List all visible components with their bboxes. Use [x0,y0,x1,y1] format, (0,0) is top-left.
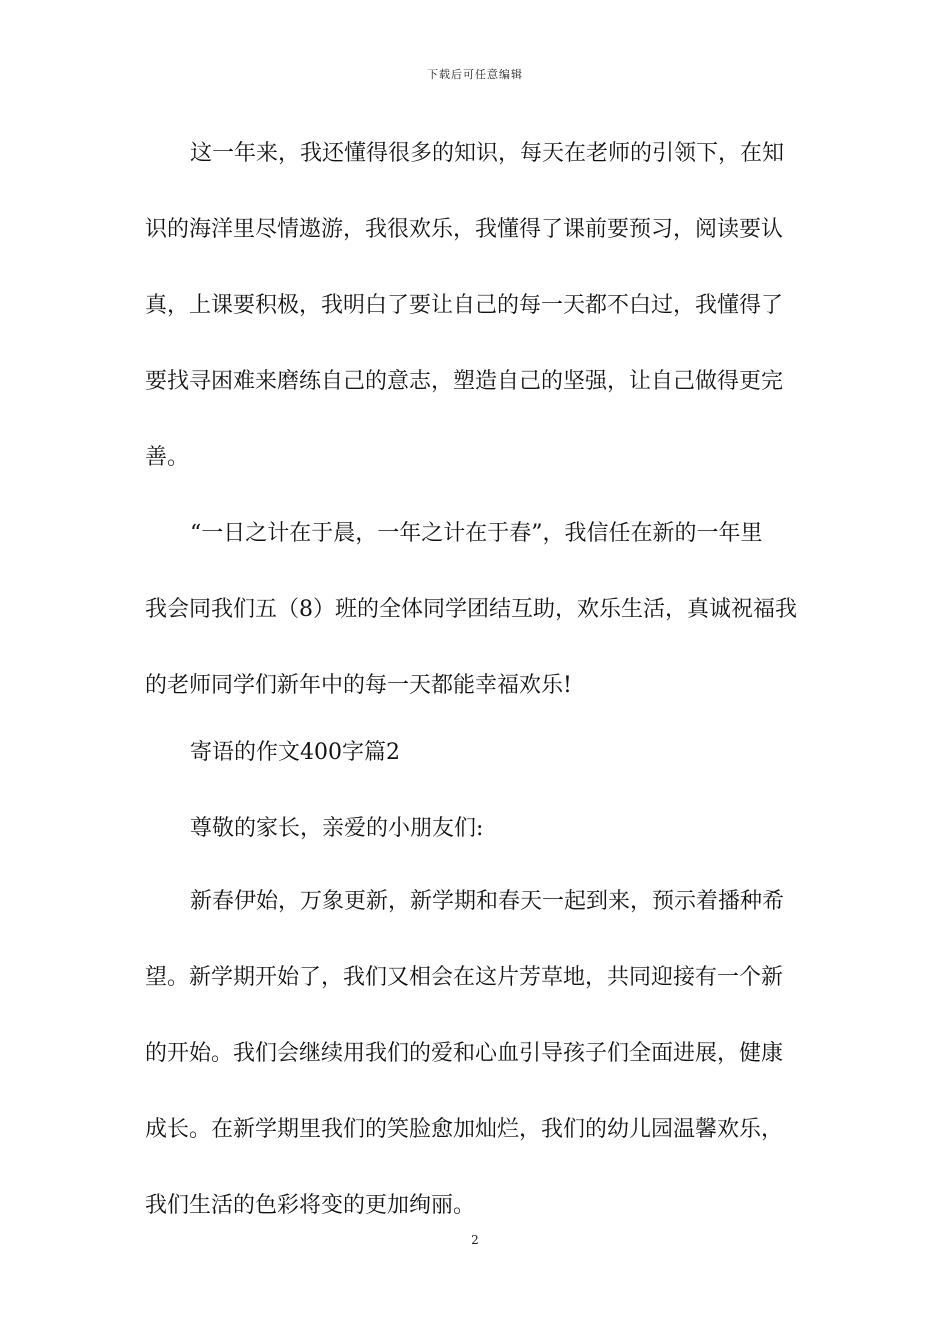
paragraph-line: 我们生活的色彩将变的更加绚丽。 [145,1193,476,1218]
section-title-text: 寄语的作文400字篇2 [190,740,400,765]
paragraph-line: 望。新学期开始了，我们又相会在这片芳草地，共同迎接有一个新 [145,965,784,990]
paragraph-line: 我会同我们五（8）班的全体同学团结互助，欢乐生活，真诚祝福我 [145,597,797,622]
paragraph-line: 新春伊始，万象更新，新学期和春天一起到来，预示着播种希 [190,889,785,914]
paragraph-line: 这一年来，我还懂得很多的知识，每天在老师的引领下，在知 [190,141,785,166]
paragraph-line: 的开始。我们会继续用我们的爱和心血引导孩子们全面进展，健康 [145,1041,784,1066]
paragraph-line: 真，上课要积极，我明白了要让自己的每一天都不白过，我懂得了 [145,293,784,318]
section-title [190,734,400,772]
paragraph-line: 成长。在新学期里我们的笑脸愈加灿烂，我们的幼儿园温馨欢乐， [145,1117,784,1142]
paragraph-line: 的老师同学们新年中的每一天都能幸福欢乐! [145,673,572,698]
paragraph-line: 善。 [145,445,190,470]
page-header: 下载后可任意编辑 [427,68,523,81]
paragraph-line: 识的海洋里尽情遨游，我很欢乐，我懂得了课前要预习，阅读要认 [145,217,784,242]
paragraph-line: 要找寻困难来磨练自己的意志，塑造自己的坚强，让自己做得更完 [145,369,784,394]
greeting [190,810,483,848]
paragraph-line: “一日之计在于晨，一年之计在于春”，我信任在新的一年里 [190,521,763,546]
page-number: 2 [471,1233,479,1247]
greeting-text: 尊敬的家长，亲爱的小朋友们: [190,816,484,841]
